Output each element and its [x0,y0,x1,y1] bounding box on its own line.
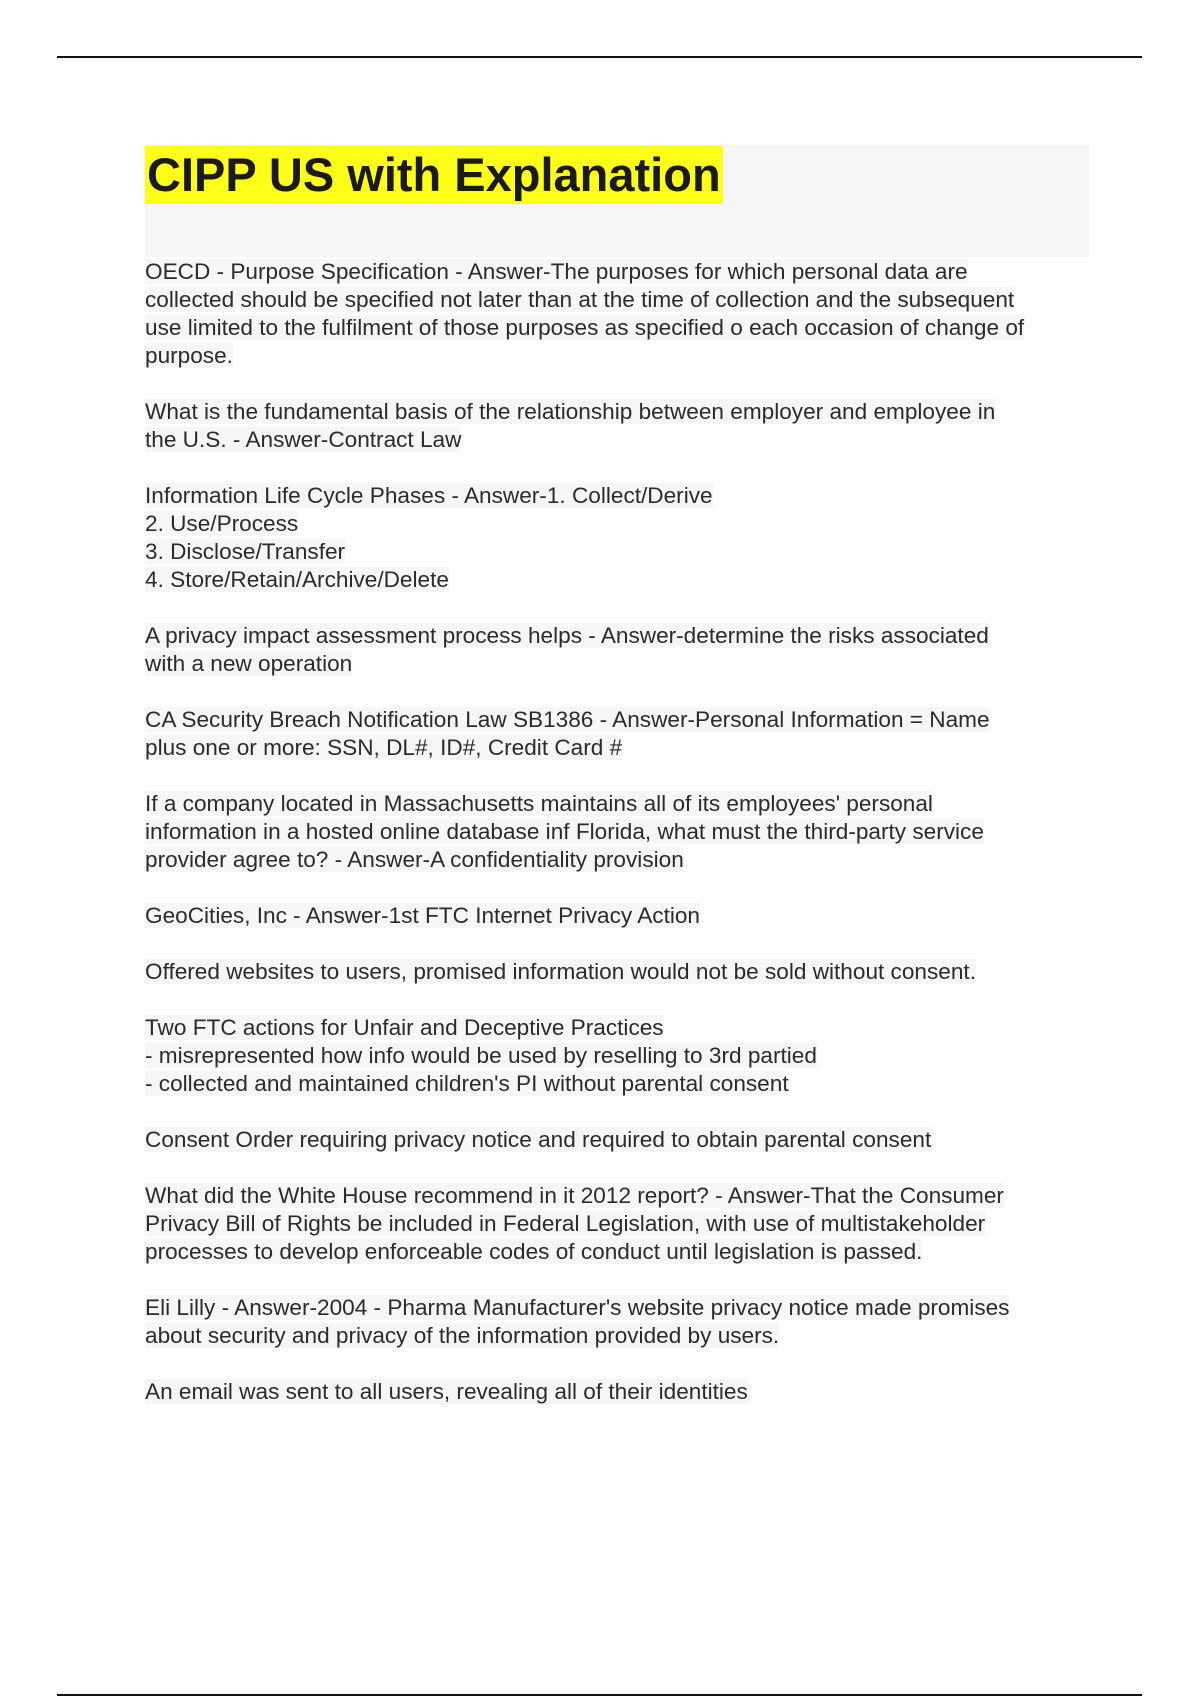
entry-line [145,622,1095,650]
qa-entry [145,1014,1095,1098]
qa-entry [145,1378,1095,1406]
entry-line-text: What did the White House recommend in it 2012 report? - Answer-That the Consumer [145,1183,1004,1208]
entry-line [145,426,1095,454]
qa-entry [145,482,1095,594]
entry-line [145,958,1095,986]
entry-line-text: Privacy Bill of Rights be included in Federal Legislation, with use of multistakeholder [145,1211,986,1236]
entry-line-text: Eli Lilly - Answer-2004 - Pharma Manufacturer's website privacy notice made promises [145,1295,1010,1320]
entry-line-text: purpose. [145,343,233,368]
entry-line [145,314,1095,342]
entry-line [145,1238,1095,1266]
entry-line-text: provider agree to? - Answer-A confidentiality provision [145,847,684,872]
entry-line [145,1322,1095,1350]
entry-line [145,538,1095,566]
entry-line [145,1126,1095,1154]
entry-line-text: CA Security Breach Notification Law SB1386 - Answer-Personal Information = Name [145,707,990,732]
entry-line-text: the U.S. - Answer-Contract Law [145,427,462,452]
entry-line-text: If a company located in Massachusetts maintains all of its employees' personal [145,791,933,816]
entry-line [145,1210,1095,1238]
top-rule [57,56,1142,58]
entry-line-text: plus one or more: SSN, DL#, ID#, Credit Card # [145,735,623,760]
entry-line [145,342,1095,370]
qa-entry [145,622,1095,678]
entry-line [145,482,1095,510]
entry-line [145,650,1095,678]
qa-entry [145,902,1095,930]
entry-line [145,1294,1095,1322]
qa-entry [145,1182,1095,1266]
entry-line-text: processes to develop enforceable codes of conduct until legislation is passed. [145,1239,923,1264]
qa-entry [145,258,1095,370]
entry-line-text: information in a hosted online database inf Florida, what must the third-party service [145,819,984,844]
entry-line-text: OECD - Purpose Specification - Answer-The purposes for which personal data are [145,259,968,284]
entry-line-text: Information Life Cycle Phases - Answer-1. Collect/Derive [145,483,713,508]
entry-line-text: Two FTC actions for Unfair and Deceptive Practices [145,1015,664,1040]
entry-line-text: - misrepresented how info would be used by reselling to 3rd partied [145,1043,817,1068]
entry-line-text: Consent Order requiring privacy notice and required to obtain parental consent [145,1127,932,1152]
entry-line [145,706,1095,734]
entry-line-text: GeoCities, Inc - Answer-1st FTC Internet Privacy Action [145,903,700,928]
entry-line [145,846,1095,874]
qa-entry [145,1126,1095,1154]
entry-line-text: A privacy impact assessment process helps - Answer-determine the risks associated [145,623,989,648]
entry-line [145,1042,1095,1070]
entry-line [145,510,1095,538]
qa-entry [145,790,1095,874]
entry-line [145,734,1095,762]
entry-line-text: Offered websites to users, promised information would not be sold without consent. [145,959,976,984]
entry-line [145,286,1095,314]
entry-line-text: about security and privacy of the information provided by users. [145,1323,780,1348]
entry-line-text: 3. Disclose/Transfer [145,539,346,564]
qa-entry [145,1294,1095,1350]
qa-entry [145,958,1095,986]
entry-line-text: collected should be specified not later than at the time of collection and the subsequent [145,287,1015,312]
entry-line-text: - collected and maintained children's PI without parental consent [145,1071,789,1096]
entry-line [145,818,1095,846]
entry-line [145,1182,1095,1210]
entry-line [145,566,1095,594]
entry-line-text: What is the fundamental basis of the relationship between employer and employee in [145,399,996,424]
entry-line-text: use limited to the fulfilment of those purposes as specified o each occasion of change of [145,315,1025,340]
bottom-rule [57,1694,1142,1696]
qa-entry [145,706,1095,762]
entry-line [145,1378,1095,1406]
entry-line [145,258,1095,286]
entry-line-text: 2. Use/Process [145,511,299,536]
entry-line [145,1014,1095,1042]
entry-line [145,902,1095,930]
entry-line-text: with a new operation [145,651,353,676]
entry-line-text: 4. Store/Retain/Archive/Delete [145,567,449,592]
document-title: CIPP US with Explanation [145,146,723,204]
entry-line-text: An email was sent to all users, revealing all of their identities [145,1379,748,1404]
entry-line [145,1070,1095,1098]
entry-line [145,790,1095,818]
document-body [145,258,1095,1434]
entry-line [145,398,1095,426]
qa-entry [145,398,1095,454]
